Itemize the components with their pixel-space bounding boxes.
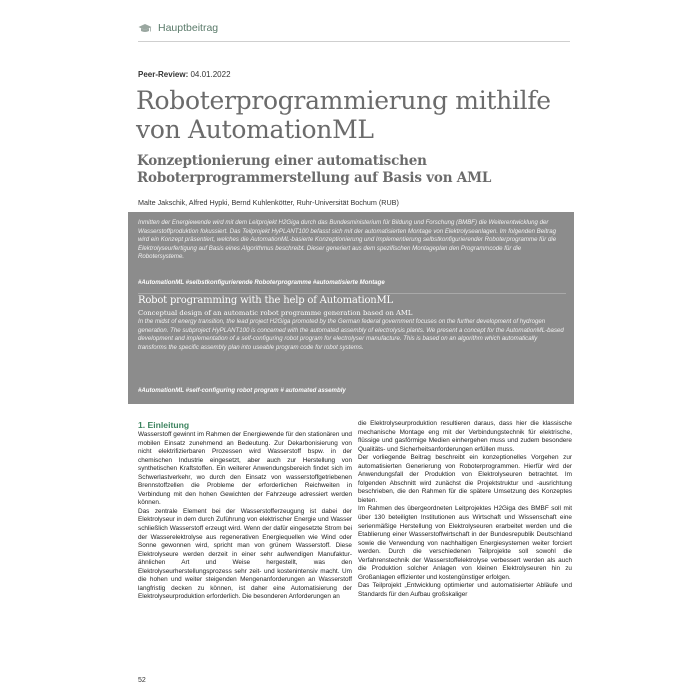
peer-review-date: 04.01.2022: [190, 70, 231, 79]
keywords-english: #AutomationML #self-configuring robot program # automated assembly: [138, 387, 346, 394]
peer-review-label: Peer-Review:: [138, 70, 189, 79]
paragraph: Das Teilprojekt „Entwicklung optimierter und automatisierter Abläufe und Standards für den Aufbau großskaliger: [358, 582, 572, 598]
header-divider: [138, 41, 570, 42]
section-heading: 1. Einleitung: [138, 420, 190, 430]
keywords-german: #AutomationML #selbstkonfigurierende Roboterprogramme #automatisierte Montage: [138, 279, 385, 286]
abstract-english: In the midst of energy transition, the lead project H2Giga promoted by the German federal government focuses on the further development of hydrogen generation. The subproject HyPLANT100 is concerned with the automated assembly of electrolysis plants. We present a concept for the AutomationML-based development and implementation of a self-configuring robot program for electrolyser manufacture. This is based on an algorithm which automatically transforms the specific assembly plan into useable program code for robot systems.: [138, 318, 564, 351]
paragraph: die Elektrolyseurproduktion resultieren daraus, dass hier die klassische mechanische Montage eng mit der Verbindungstechnik für elektrische, flüssige und gasförmige Medien einhergehen muss und zudem besondere Qualitäts- und Sicherheitsanforderungen erfüllen muss.: [358, 420, 572, 453]
body-column-right: [358, 420, 572, 599]
section-label: Hauptbeitrag: [158, 22, 219, 34]
section-header: [138, 22, 218, 34]
english-title: Robot programming with the help of AutomationML: [138, 295, 393, 306]
article-subtitle: Konzeptionierung einer automatischen Roboterprogrammerstellung auf Basis von AML: [137, 153, 492, 186]
authors: Malte Jakschik, Alfred Hypki, Bernd Kuhlenkötter, Ruhr-Universität Bochum (RUB): [138, 198, 399, 207]
body-column-left: [138, 420, 352, 602]
paragraph: Wasserstoff gewinnt im Rahmen der Energiewende für den stationären und mobilen Einsatz zunehmend an Bedeutung. Zur Dekarbonisierung von nicht elektrifizierbaren Prozessen wird Wasserstoff bspw. in der chemischen Industrie eingesetzt, aber auch zur Herstellung von synthetischen Kraftstoffen. Ein weiterer Anwendungsbereich findet sich im Schwerlastverkehr, wo durch den Einsatz von wasserstoffgetriebenen Brennstoffzellen die Probleme der erforderlichen Reichweiten in Verbindung mit den hohen Gewichten der Fahrzeuge adressiert werden können.: [138, 431, 352, 507]
paragraph: Das zentrale Element bei der Wasserstofferzeugung ist dabei der Elektrolyseur in dem durch Zuführung von elektrischer Energie und Wasser schließlich Wasserstoff erzeugt wird. Wenn der dafür eingesetzte Strom bei der Wasserelektrolyse aus regenerativen Energiequellen wie Wind oder Sonne gewonnen wird, spricht man von grünem Wasserstoff. Diese Elektrolyseure werden derzeit in einer sehr aufwendigen Manufaktur-ähnlichen Art und Weise hergestellt, was den Elektrolyseurherstellungsprozess sehr zeit- und kostenintensiv macht. Um die hohen und weiter steigenden Mengenanforderungen an Wasserstoff langfristig decken zu können, ist daher eine Automatisierung der Elektrolyseurproduktion erforderlich. Die besonderen Anforderungen an: [138, 507, 352, 601]
page-number: 52: [138, 677, 146, 684]
abstract-box: [128, 212, 574, 404]
graduation-cap-icon: [138, 23, 152, 34]
article-title: Roboterprogrammierung mithilfe von AutomationML: [136, 86, 551, 144]
paragraph: Im Rahmen des übergeordneten Leitprojektes H2Giga des BMBF soll mit über 130 beteiligten Institutionen aus Wirtschaft und Wissenschaft eine serienmäßige Herstellung von Elektrolyseuren erarbeitet werden und die Etablierung einer Wasserstoffwirtschaft in der Bundesrepublik Deutschland sowie die Verwendung von nachhaltigen Energiesystemen weiter forciert werden. Durch die verschiedenen Teilprojekte soll sowohl die Verfahrenstechnik der Wasserstoffelektrolyse verbessert werden als auch die Produktion solcher Anlagen von kleinen Elektrolyseuren hin zu Großanlagen effizienter und kostengünstiger erfolgen.: [358, 505, 572, 581]
paragraph: Der vorliegende Beitrag beschreibt ein konzeptionelles Vorgehen zur automatisierten Generierung von Roboterprogrammen. Hierfür wird der Anwendungsfall der Produktion von Elektrolyseuren betrachtet. Im folgenden Abschnitt wird zunächst die Projektstruktur und -ausrichtung beschrieben, die den Rahmen für die spätere Umsetzung des Konzeptes bieten.: [358, 454, 572, 504]
abstract-divider: [138, 293, 566, 294]
peer-review-line: [138, 70, 231, 79]
english-subtitle: Conceptual design of an automatic robot programme generation based on AML: [138, 309, 413, 317]
abstract-german: Inmitten der Energiewende wird mit dem Leitprojekt H2Giga durch das Bundesministerium für Bildung und Forschung (BMBF) die Weiterentwicklung der Wasserstoffproduktion fokussiert. Das Teilprojekt HyPLANT100 befasst sich mit der automatisierten Montage von Elektrolyseanlagen. Im folgenden Beitrag wird ein Konzept präsentiert, welches die AutomationML-basierte Konzeptionierung und Implementierung selbstkonfigurierender Roboterprogramme für die Elektrolyseurfertigung auf Basis eines Algorithmus beschreibt. Dieser generiert aus dem spezifischen Montageplan den Programmcode für die Robotersysteme.: [138, 219, 557, 261]
